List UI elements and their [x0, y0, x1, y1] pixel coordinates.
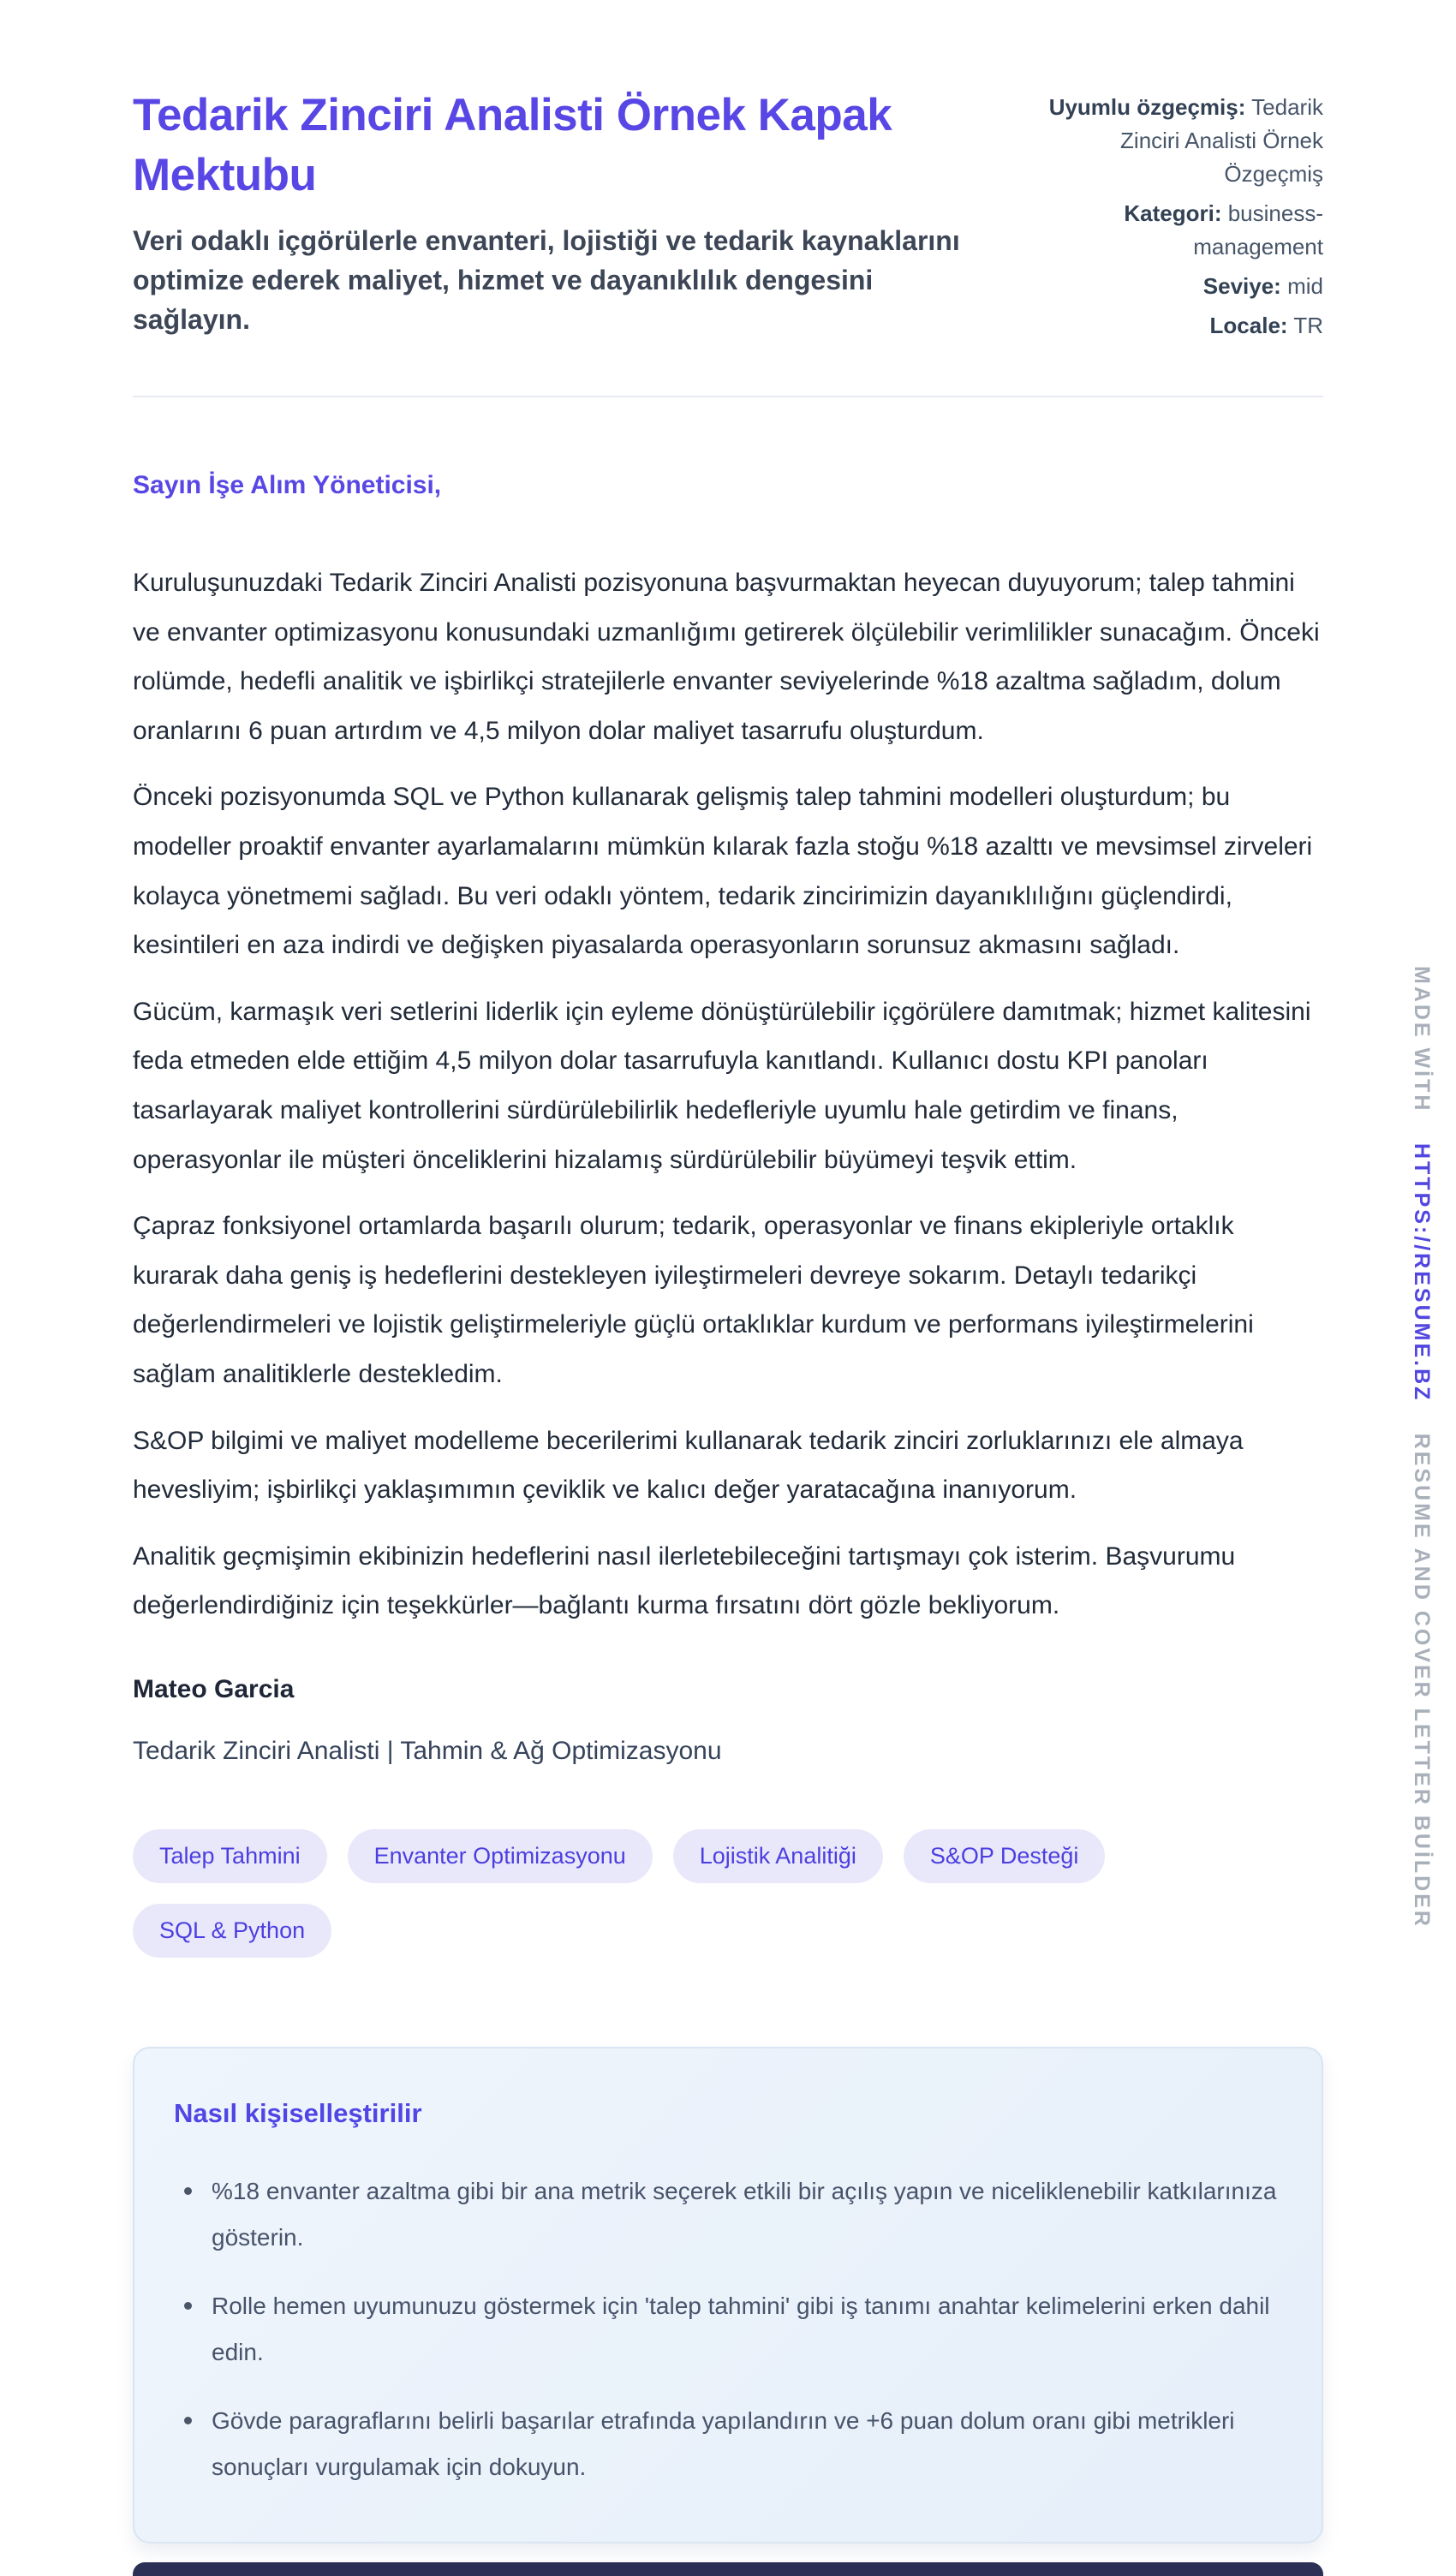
letter-paragraph: Analitik geçmişimin ekibinizin hedeflerini nasıl ilerletebileceğini tartışmayı çok isterim. Başvurumu değerlendirdiğiniz için teşekkürler—bağlantı kurma fırsatını dört gözle bekliyorum.: [133, 1541, 1236, 1620]
page-subtitle: Veri odaklı içgörülerle envanteri, lojistiği ve tedarik kaynaklarını optimize ederek maliyet, hizmet ve dayanıklılık dengesini sağlayın.: [133, 224, 960, 336]
letter-body: [133, 558, 1323, 1631]
signature-block: [133, 1675, 1323, 1766]
letter-paragraph: S&OP bilgimi ve maliyet modelleme becerilerimi kullanarak tedarik zinciri zorluklarınızı ele almaya hevesliyim; işbirlikçi yaklaşımımın çeviklik ve kalıcı değer yaratacağına inanıyorum.: [133, 1426, 1244, 1505]
letter-paragraph: Gücüm, karmaşık veri setlerini liderlik için eyleme dönüştürülebilir içgörülere damıtmak; hizmet kalitesini feda etmeden elde ettiğim 4,5 milyon dolar tasarrufuyla kanıtlandı. Kullanıcı dostu KPI panoları tasarlayarak maliyet kontrollerini sürdürülebilirlik hedefleriyle uyumlu hale getirdim ve finans, operasyonlar ile müşteri önceliklerini hizalamış sürdürülebilir büyümeyi teşvik ettim.: [133, 997, 1311, 1174]
skill-tag[interactable]: Lojistik Analitiği: [673, 1829, 883, 1883]
meta-value: business-management: [1193, 200, 1323, 259]
personalization-tips-box: [133, 2047, 1323, 2543]
tips-list: [174, 2168, 1282, 2490]
header-title-block: [133, 86, 1028, 339]
page-header: [133, 86, 1323, 349]
tip-item: Rolle hemen uyumunuzu göstermek için 'talep tahmini' gibi iş tanımı anahtar kelimelerini erken dahil edin.: [174, 2283, 1282, 2376]
meta-value: Tedarik Zinciri Analisti Örnek Özgeçmiş: [1120, 94, 1323, 187]
meta-locale: [1028, 309, 1323, 343]
skill-tag[interactable]: S&OP Desteği: [904, 1829, 1106, 1883]
meta-value: TR: [1293, 313, 1323, 338]
letter-paragraph: Çapraz fonksiyonel ortamlarda başarılı olurum; tedarik, operasyonlar ve finans ekipleriyle ortaklık kurarak daha geniş iş hedeflerini destekleyen iyileştirmeleri devreye sokarım. Detaylı tedarikçi değerlendirmeleri ve lojistik geliştirmeleriyle güçlü ortaklıklar kurdum ve performans iyileştirmelerini sağlam analitiklerle destekledim.: [133, 1212, 1254, 1388]
tip-item: %18 envanter azaltma gibi bir ana metrik seçerek etkili bir açılış yapın ve niceliklenebilir katkılarınıza gösterin.: [174, 2168, 1282, 2261]
resume-bz-link[interactable]: HTTPS://RESUME.BZ: [1410, 1143, 1434, 1403]
made-with-watermark: [1409, 966, 1434, 1929]
meta-level: [1028, 270, 1323, 303]
next-section-edge: [133, 2562, 1323, 2576]
signature-title: Tedarik Zinciri Analisti | Tahmin & Ağ Optimizasyonu: [133, 1736, 722, 1765]
meta-category: [1028, 197, 1323, 264]
tips-title: Nasıl kişiselleştirilir: [174, 2097, 422, 2128]
watermark-prefix: MADE WİTH: [1410, 966, 1434, 1113]
skill-tag[interactable]: Envanter Optimizasyonu: [348, 1829, 653, 1883]
header-divider: [133, 396, 1323, 397]
skill-tag[interactable]: Talep Tahmini: [133, 1829, 327, 1883]
page-title: Tedarik Zinciri Analisti Örnek Kapak Mektubu: [133, 90, 892, 200]
meta-label: Locale:: [1209, 313, 1288, 338]
signature-name: Mateo Garcia: [133, 1674, 295, 1703]
skill-tags: [133, 1829, 1323, 1958]
watermark-suffix: RESUME AND COVER LETTER BUİLDER: [1410, 1433, 1434, 1929]
meta-label: Uyumlu özgeçmiş:: [1048, 94, 1246, 120]
meta-matching-resume: [1028, 91, 1323, 191]
document-meta: [1028, 86, 1323, 349]
tip-item: Gövde paragraflarını belirli başarılar etrafında yapılandırın ve +6 puan dolum oranı gibi metrikleri sonuçları vurgulamak için dokuyun.: [174, 2398, 1282, 2490]
meta-label: Kategori:: [1124, 200, 1222, 226]
skill-tag[interactable]: SQL & Python: [133, 1904, 331, 1958]
meta-label: Seviye:: [1202, 273, 1281, 299]
letter-salutation: Sayın İşe Alım Yöneticisi,: [133, 471, 442, 499]
letter-paragraph: Kuruluşunuzdaki Tedarik Zinciri Analisti pozisyonuna başvurmaktan heyecan duyuyorum; talep tahmini ve envanter optimizasyonu konusundaki uzmanlığımı getirerek ölçülebilir verimlilikler sunacağım. Önceki rolümde, hedefli analitik ve işbirlikçi stratejilerle envanter seviyelerinde %18 azaltma sağladım, dolum oranlarını 6 puan artırdım ve 4,5 milyon dolar maliyet tasarrufu oluşturdum.: [133, 569, 1320, 745]
meta-value: mid: [1287, 273, 1323, 299]
letter-paragraph: Önceki pozisyonumda SQL ve Python kullanarak gelişmiş talep tahmini modelleri oluşturdum; bu modeller proaktif envanter ayarlamalarını mümkün kılarak fazla stoğu %18 azalttı ve mevsimsel zirveleri kolayca yönetmemi sağladı. Bu veri odaklı yöntem, tedarik zincirimizin dayanıklılığını güçlendirdi, kesintileri en aza indirdi ve değişken piyasalarda operasyonların sorunsuz akmasını sağladı.: [133, 783, 1313, 960]
